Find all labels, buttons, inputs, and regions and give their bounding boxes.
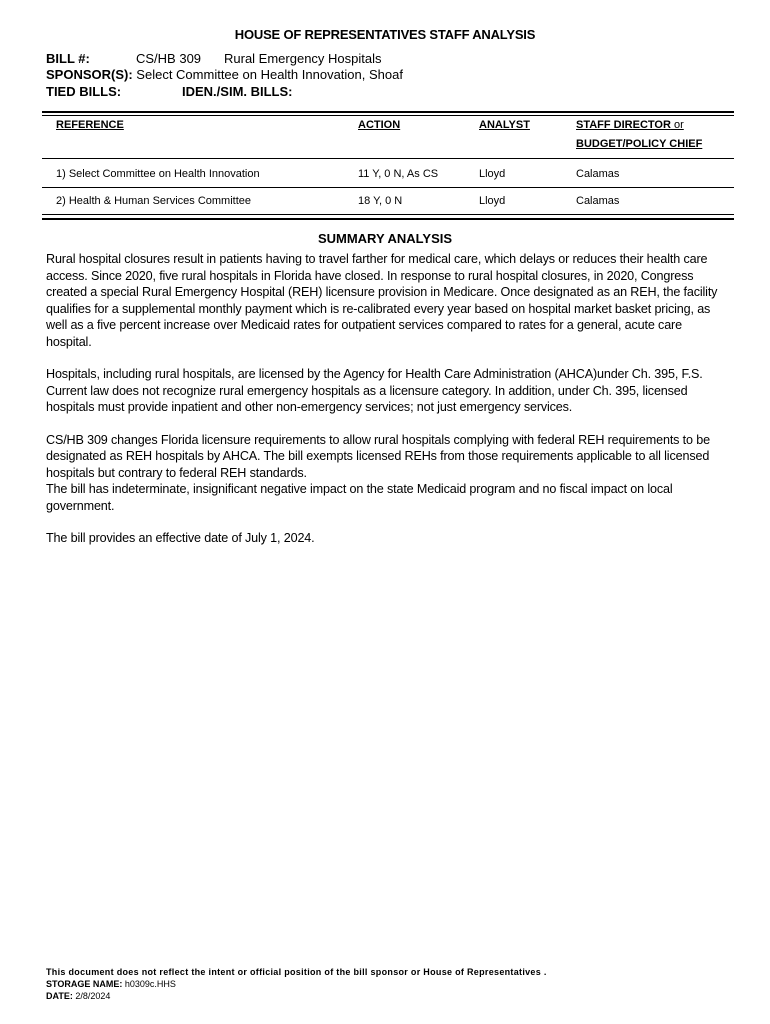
summary-paragraph: The bill provides an effective date of July 1, 2024.	[46, 531, 315, 545]
header-action: ACTION	[358, 119, 401, 131]
summary-paragraph: Hospitals, including rural hospitals, are licensed by the Agency for Health Care Administration (AHCA)under Ch. 395, F.S. Current law does not recognize rural emergency hospitals as a licensure category. In addition, under Ch. 395, licensed hospitals must provide inpatient and other non-emergency services; not just emergency services.	[46, 367, 703, 414]
bill-number: CS/HB 309	[136, 51, 202, 66]
header-reference: REFERENCE	[56, 119, 124, 131]
row1-analyst: Lloyd	[479, 168, 506, 180]
footer-disclaimer: This document does not reflect the intent or official position of the bill sponsor or House of Representatives .	[46, 967, 547, 977]
table-top-rule	[42, 111, 734, 113]
sponsor-label: SPONSOR(S):	[46, 67, 133, 82]
date-label: DATE:	[46, 991, 73, 1001]
table-header-rule	[42, 158, 734, 159]
footer	[46, 966, 547, 1002]
summary-paragraph: The bill has indeterminate, insignificant negative impact on the state Medicaid program and no fiscal impact on local government.	[46, 482, 673, 513]
storage-name-value: h0309c.HHS	[124, 979, 176, 989]
row1-action: 11 Y, 0 N, As CS	[358, 168, 439, 180]
table-top-rule-inner	[42, 115, 734, 116]
header-budget-policy-chief: BUDGET/POLICY CHIEF	[576, 138, 703, 150]
row1-reference: 1) Select Committee on Health Innovation	[56, 168, 260, 180]
bill-label: BILL #:	[46, 51, 90, 66]
tied-bills-label: TIED BILLS:	[46, 84, 122, 99]
date-value: 2/8/2024	[75, 991, 111, 1001]
table-row-rule	[42, 187, 734, 188]
row2-analyst: Lloyd	[479, 195, 506, 207]
storage-name-label: STORAGE NAME:	[46, 979, 123, 989]
date-line	[46, 990, 547, 1002]
row2-action: 18 Y, 0 N	[358, 195, 403, 207]
row2-reference: 2) Health & Human Services Committee	[56, 195, 252, 207]
summary-paragraph: Rural hospital closures result in patients having to travel farther for medical care, which delays or reduces their health care access. Since 2020, five rural hospitals in Florida have closed. In response to rural hospital closures, in 2020, Congress created a special Rural Emergency Hospital (REH) licensure provision in Medicare. Once designated as an REH, the facility qualifies for a supplemental monthly payment which is re-calibrated every year based on hospital market basket pricing, as well as a five percent increase over Medicaid rates for outpatient services compared to rates for a general, acute care hospital.	[46, 252, 718, 349]
storage-name-line	[46, 978, 547, 990]
tied-bills-line	[46, 84, 293, 100]
iden-sim-bills-label: IDEN./SIM. BILLS:	[182, 84, 293, 99]
header-analyst: ANALYST	[479, 119, 530, 131]
row1-director: Calamas	[576, 168, 620, 180]
or-text: or	[674, 119, 684, 131]
table-bottom-rule-inner	[42, 214, 734, 215]
row2-director: Calamas	[576, 195, 620, 207]
bill-line	[46, 51, 382, 67]
document-title: HOUSE OF REPRESENTATIVES STAFF ANALYSIS	[234, 27, 536, 42]
header-staff-director	[576, 119, 684, 131]
sponsor-line	[46, 67, 403, 83]
bill-title: Rural Emergency Hospitals	[224, 51, 382, 66]
sponsor-value: Select Committee on Health Innovation, Shoaf	[136, 67, 403, 82]
summary-title: SUMMARY ANALYSIS	[317, 231, 453, 246]
summary-body	[46, 251, 730, 563]
summary-paragraph: CS/HB 309 changes Florida licensure requirements to allow rural hospitals complying with federal REH requirements to be designated as REH hospitals by AHCA. The bill exempts licensed REHs from those requirements applicable to all licensed hospitals but contrary to federal REH standards.	[46, 432, 710, 480]
staff-director-text: STAFF DIRECTOR	[576, 119, 671, 131]
table-bottom-rule	[42, 218, 734, 220]
